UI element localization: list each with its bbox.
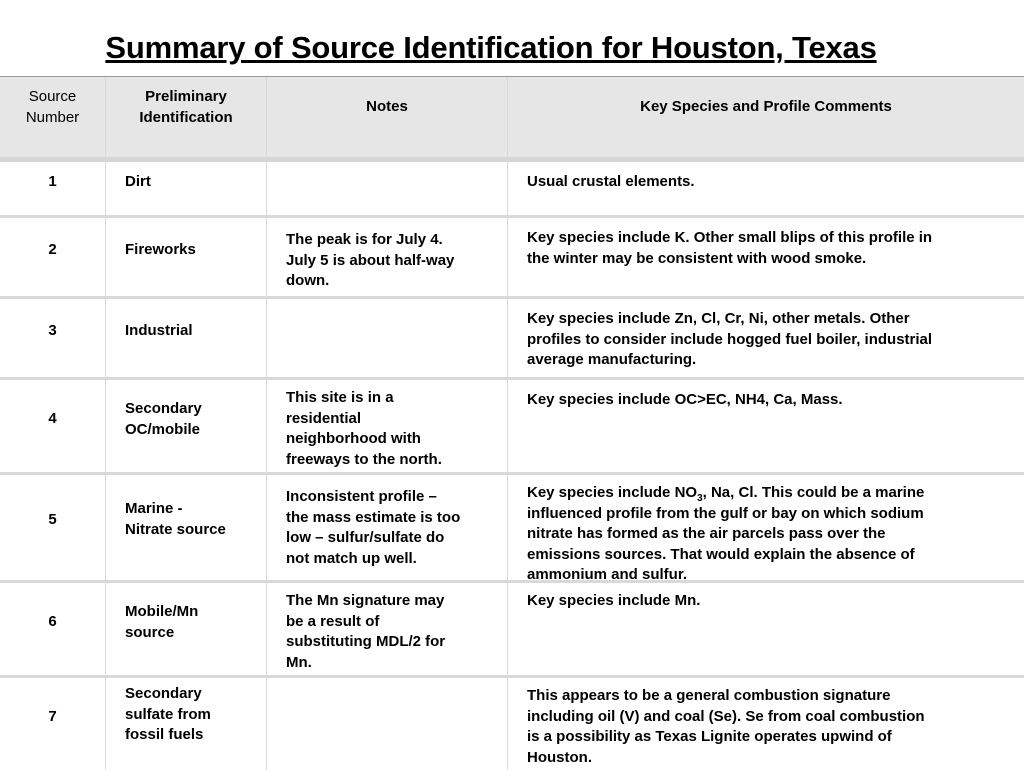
header-notes: Notes — [267, 77, 508, 157]
table-header-row — [0, 77, 1024, 162]
header-preliminary-identification: Preliminary Identification — [106, 77, 267, 157]
notes-cell: The peak is for July 4. July 5 is about half-way down. — [267, 218, 508, 296]
notes-cell: This site is in a residential neighborhood with freeways to the north. — [267, 380, 508, 472]
key-species-comment: Key species include Mn. — [527, 592, 701, 609]
preliminary-identification: Marine - Nitrate source — [106, 475, 267, 580]
table-row — [0, 475, 1024, 583]
preliminary-identification: Secondary sulfate from fossil fuels — [106, 678, 267, 770]
source-number: 5 — [0, 475, 106, 580]
source-number: 1 — [0, 162, 106, 215]
source-identification-table — [0, 76, 1024, 770]
key-species-comment: Key species include K. Other small blips of this profile in the winter may be consistent with wood smoke. — [527, 229, 933, 267]
table-row — [0, 162, 1024, 218]
key-species-comment: Key species include OC>EC, NH4, Ca, Mass. — [527, 391, 843, 408]
notes-cell — [267, 299, 508, 377]
source-number: 6 — [0, 583, 106, 675]
preliminary-identification: Industrial — [106, 299, 267, 377]
notes-cell: Inconsistent profile – the mass estimate is too low – sulfur/sulfate do not match up well. — [267, 475, 508, 580]
preliminary-identification: Fireworks — [106, 218, 267, 296]
source-number: 3 — [0, 299, 106, 377]
key-species-comment: Usual crustal elements. — [527, 173, 695, 190]
table-row — [0, 299, 1024, 380]
notes-cell — [267, 678, 508, 770]
preliminary-identification: Secondary OC/mobile — [106, 380, 267, 472]
notes-cell — [267, 162, 508, 215]
source-number: 2 — [0, 218, 106, 296]
table-row — [0, 678, 1024, 770]
preliminary-identification: Mobile/Mn source — [106, 583, 267, 675]
notes-cell: The Mn signature may be a result of substituting MDL/2 for Mn. — [267, 583, 508, 675]
source-number: 7 — [0, 678, 106, 770]
key-species-comment: Key species include $NO_3$, Na, Cl. This could be a marine influenced profile from the gulf or bay on which sodium nitrate has formed as the air parcels pass over the emissions sources. That would explain the absence of ammonium and sulfur. — [527, 484, 925, 583]
source-number: 4 — [0, 380, 106, 472]
key-species-comment: Key species include Zn, Cl, Cr, Ni, other metals. Other profiles to consider include hogged fuel boiler, industrial average manufacturing. — [527, 310, 933, 368]
header-source-number: Source Number — [0, 77, 106, 157]
preliminary-identification: Dirt — [106, 162, 267, 215]
key-species-comment: This appears to be a general combustion signature including oil (V) and coal (Se). Se from coal combustion is a possibility as Texas Lignite operates upwind of Houston. — [527, 687, 925, 766]
table-row — [0, 380, 1024, 475]
page-title: Summary of Source Identification for Houston, Texas — [105, 30, 877, 65]
table-row — [0, 583, 1024, 678]
header-key-species: Key Species and Profile Comments — [640, 98, 892, 115]
table-row — [0, 218, 1024, 299]
